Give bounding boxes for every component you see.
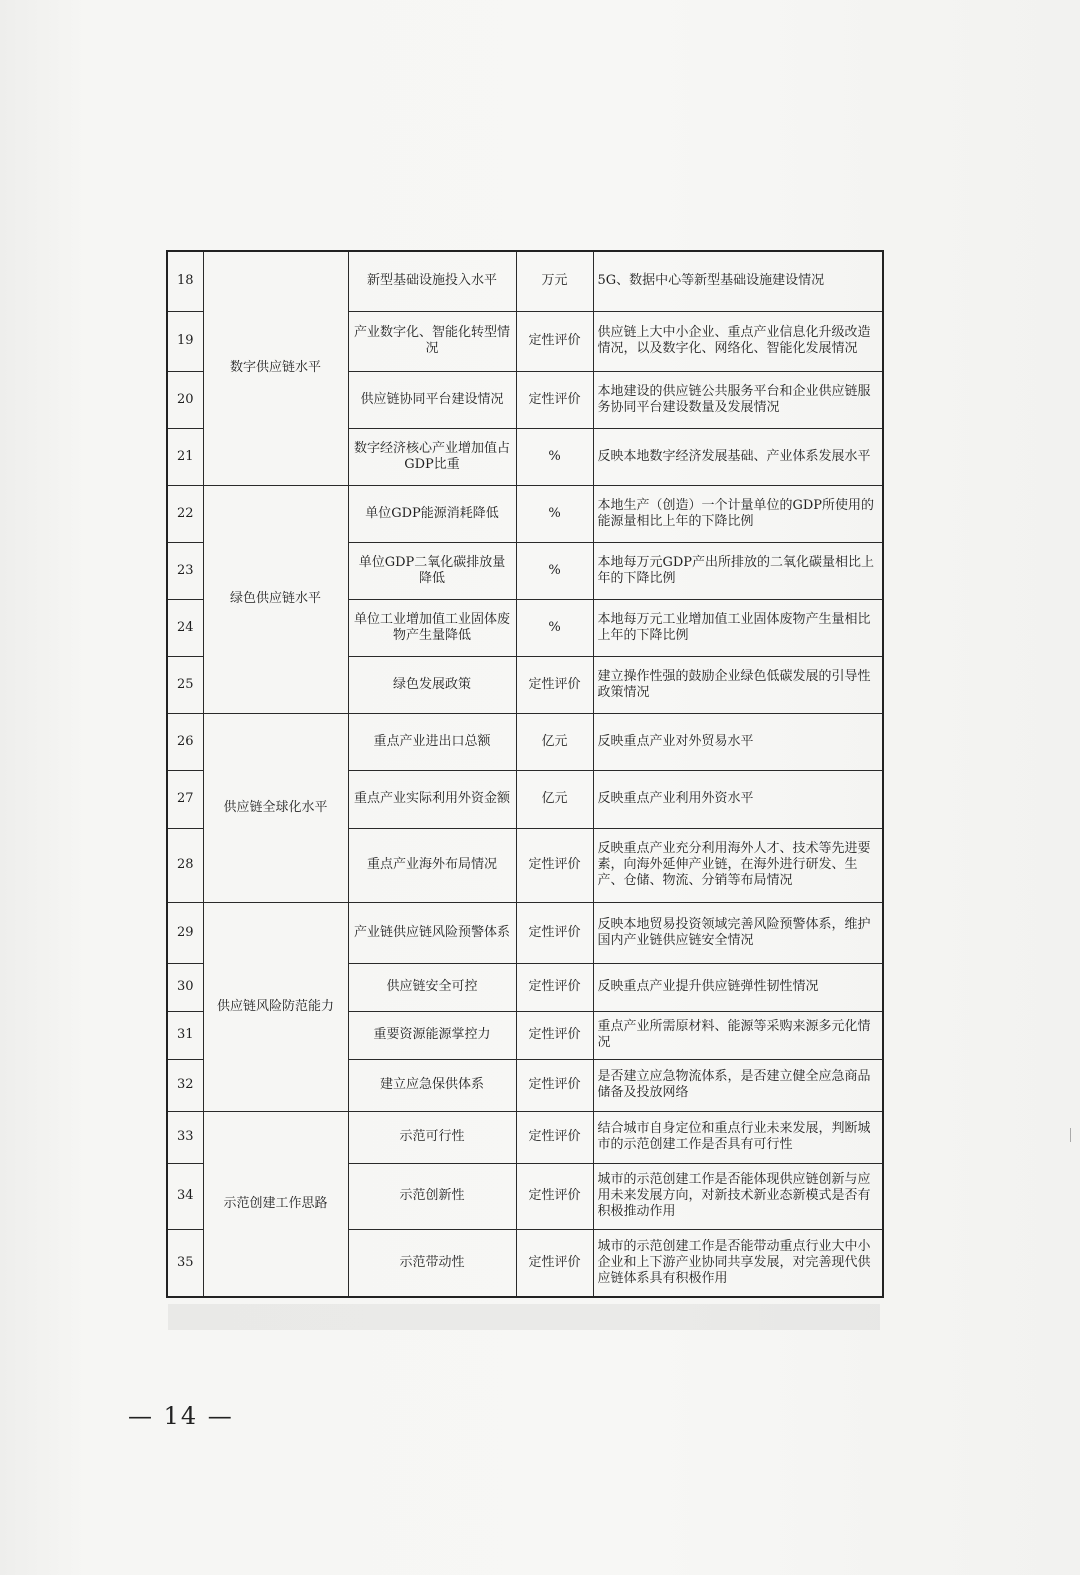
indicator-name-cell: 产业数字化、智能化转型情况 xyxy=(348,311,516,371)
indicator-name-cell: 新型基础设施投入水平 xyxy=(348,251,516,311)
row-number-cell: 25 xyxy=(167,656,203,713)
description-cell: 建立操作性强的鼓励企业绿色低碳发展的引导性政策情况 xyxy=(593,656,883,713)
category-cell: 供应链风险防范能力 xyxy=(203,902,348,1111)
row-number-cell: 35 xyxy=(167,1229,203,1297)
indicator-name-cell: 单位GDP二氧化碳排放量降低 xyxy=(348,542,516,599)
indicator-name-cell: 重点产业实际利用外资金额 xyxy=(348,770,516,828)
unit-cell: % xyxy=(516,542,593,599)
row-number-cell: 20 xyxy=(167,371,203,428)
indicator-name-cell: 单位GDP能源消耗降低 xyxy=(348,485,516,542)
row-number-cell: 19 xyxy=(167,311,203,371)
row-number-cell: 28 xyxy=(167,828,203,902)
unit-cell: 定性评价 xyxy=(516,1111,593,1163)
description-cell: 反映重点产业充分利用海外人才、技术等先进要素，向海外延伸产业链，在海外进行研发、生产、仓储、物流、分销等布局情况 xyxy=(593,828,883,902)
indicator-name-cell: 建立应急保供体系 xyxy=(348,1059,516,1111)
indicator-name-cell: 绿色发展政策 xyxy=(348,656,516,713)
row-number-cell: 22 xyxy=(167,485,203,542)
row-number-cell: 18 xyxy=(167,251,203,311)
indicator-name-cell: 示范带动性 xyxy=(348,1229,516,1297)
description-cell: 城市的示范创建工作是否能带动重点行业大中小企业和上下游产业协同共享发展，对完善现代供应链体系具有积极作用 xyxy=(593,1229,883,1297)
indicator-name-cell: 产业链供应链风险预警体系 xyxy=(348,902,516,963)
description-cell: 重点产业所需原材料、能源等采购来源多元化情况 xyxy=(593,1011,883,1059)
category-cell: 数字供应链水平 xyxy=(203,251,348,485)
unit-cell: 亿元 xyxy=(516,770,593,828)
indicator-name-cell: 供应链协同平台建设情况 xyxy=(348,371,516,428)
table-row xyxy=(167,485,883,542)
faint-bleed-through-row xyxy=(168,1304,880,1330)
unit-cell: % xyxy=(516,485,593,542)
indicator-name-cell: 数字经济核心产业增加值占GDP比重 xyxy=(348,428,516,485)
indicator-name-cell: 重点产业海外布局情况 xyxy=(348,828,516,902)
category-cell: 供应链全球化水平 xyxy=(203,713,348,902)
description-cell: 是否建立应急物流体系，是否建立健全应急商品储备及投放网络 xyxy=(593,1059,883,1111)
indicator-name-cell: 示范创新性 xyxy=(348,1163,516,1229)
row-number-cell: 21 xyxy=(167,428,203,485)
row-number-cell: 24 xyxy=(167,599,203,656)
page-number: — 14 — xyxy=(128,1402,234,1430)
row-number-cell: 34 xyxy=(167,1163,203,1229)
row-number-cell: 33 xyxy=(167,1111,203,1163)
row-number-cell: 27 xyxy=(167,770,203,828)
row-number-cell: 29 xyxy=(167,902,203,963)
description-cell: 反映重点产业利用外资水平 xyxy=(593,770,883,828)
unit-cell: 定性评价 xyxy=(516,656,593,713)
unit-cell: 万元 xyxy=(516,251,593,311)
unit-cell: 定性评价 xyxy=(516,828,593,902)
description-cell: 反映重点产业提升供应链弹性韧性情况 xyxy=(593,963,883,1011)
indicator-name-cell: 示范可行性 xyxy=(348,1111,516,1163)
row-number-cell: 23 xyxy=(167,542,203,599)
table-row xyxy=(167,1111,883,1163)
description-cell: 本地建设的供应链公共服务平台和企业供应链服务协同平台建设数量及发展情况 xyxy=(593,371,883,428)
edge-mark xyxy=(1070,1128,1071,1142)
description-cell: 本地每万元工业增加值工业固体废物产生量相比上年的下降比例 xyxy=(593,599,883,656)
description-cell: 反映本地贸易投资领域完善风险预警体系，维护国内产业链供应链安全情况 xyxy=(593,902,883,963)
description-cell: 本地每万元GDP产出所排放的二氧化碳量相比上年的下降比例 xyxy=(593,542,883,599)
description-cell: 反映本地数字经济发展基础、产业体系发展水平 xyxy=(593,428,883,485)
unit-cell: % xyxy=(516,428,593,485)
description-cell: 5G、数据中心等新型基础设施建设情况 xyxy=(593,251,883,311)
row-number-cell: 26 xyxy=(167,713,203,770)
unit-cell: 定性评价 xyxy=(516,311,593,371)
description-cell: 供应链上大中小企业、重点产业信息化升级改造情况，以及数字化、网络化、智能化发展情况 xyxy=(593,311,883,371)
unit-cell: 定性评价 xyxy=(516,1011,593,1059)
unit-cell: 定性评价 xyxy=(516,963,593,1011)
table-row xyxy=(167,713,883,770)
category-cell: 绿色供应链水平 xyxy=(203,485,348,713)
unit-cell: % xyxy=(516,599,593,656)
unit-cell: 定性评价 xyxy=(516,1059,593,1111)
description-cell: 反映重点产业对外贸易水平 xyxy=(593,713,883,770)
indicator-name-cell: 供应链安全可控 xyxy=(348,963,516,1011)
indicator-table xyxy=(166,250,884,1298)
indicator-name-cell: 单位工业增加值工业固体废物产生量降低 xyxy=(348,599,516,656)
unit-cell: 定性评价 xyxy=(516,1163,593,1229)
indicator-name-cell: 重要资源能源掌控力 xyxy=(348,1011,516,1059)
unit-cell: 定性评价 xyxy=(516,1229,593,1297)
row-number-cell: 31 xyxy=(167,1011,203,1059)
indicator-name-cell: 重点产业进出口总额 xyxy=(348,713,516,770)
unit-cell: 亿元 xyxy=(516,713,593,770)
unit-cell: 定性评价 xyxy=(516,902,593,963)
description-cell: 结合城市自身定位和重点行业未来发展，判断城市的示范创建工作是否具有可行性 xyxy=(593,1111,883,1163)
table-row xyxy=(167,251,883,311)
table-row xyxy=(167,902,883,963)
category-cell: 示范创建工作思路 xyxy=(203,1111,348,1297)
row-number-cell: 30 xyxy=(167,963,203,1011)
description-cell: 本地生产（创造）一个计量单位的GDP所使用的能源量相比上年的下降比例 xyxy=(593,485,883,542)
row-number-cell: 32 xyxy=(167,1059,203,1111)
unit-cell: 定性评价 xyxy=(516,371,593,428)
description-cell: 城市的示范创建工作是否能体现供应链创新与应用未来发展方向，对新技术新业态新模式是否有积极推动作用 xyxy=(593,1163,883,1229)
